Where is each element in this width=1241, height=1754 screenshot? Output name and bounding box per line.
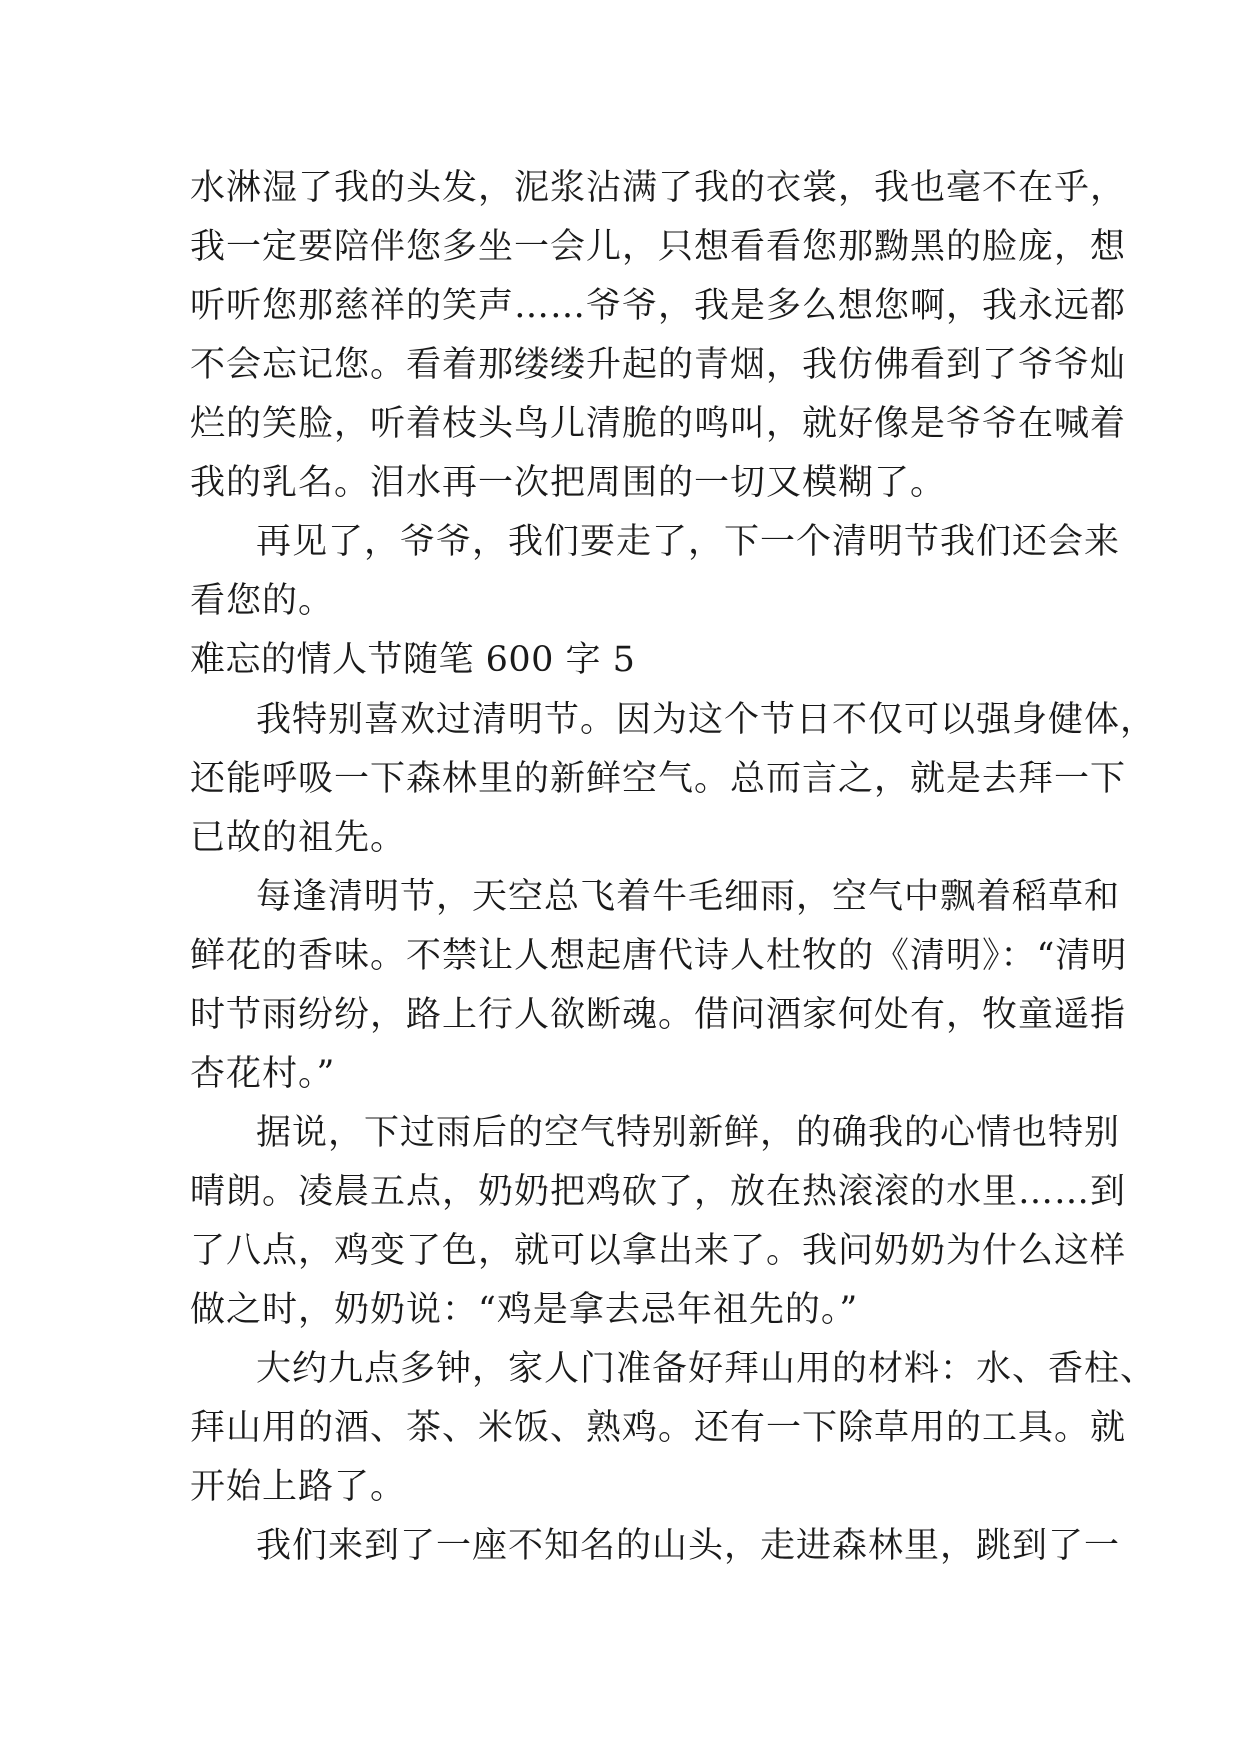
text-line: 不会忘记您。看着那缕缕升起的青烟，我仿佛看到了爷爷灿: [190, 345, 1127, 385]
text-line: 据说，下过雨后的空气特别新鲜，的确我的心情也特别: [256, 1113, 1121, 1153]
text-line: 还能呼吸一下森林里的新鲜空气。总而言之，就是去拜一下: [190, 759, 1127, 799]
text-line: 我一定要陪伴您多坐一会儿，只想看看您那黝黑的脸庞，想: [190, 227, 1127, 267]
text-line: 我们来到了一座不知名的山头，走进森林里，跳到了一: [256, 1526, 1121, 1566]
section-heading: 难忘的情人节随笔 600 字 5: [190, 640, 636, 680]
text-line: 我的乳名。泪水再一次把周围的一切又模糊了。: [190, 463, 947, 503]
text-line: 晴朗。凌晨五点，奶奶把鸡砍了，放在热滚滚的水里……到: [190, 1172, 1127, 1212]
text-line: 做之时，奶奶说：“鸡是拿去忌年祖先的。”: [190, 1290, 859, 1330]
text-line: 水淋湿了我的头发，泥浆沾满了我的衣裳，我也毫不在乎，: [190, 168, 1127, 208]
text-line: 每逢清明节，天空总飞着牛毛细雨，空气中飘着稻草和: [256, 877, 1121, 917]
text-line: 烂的笑脸，听着枝头鸟儿清脆的鸣叫，就好像是爷爷在喊着: [190, 404, 1127, 444]
text-line: 时节雨纷纷，路上行人欲断魂。借问酒家何处有，牧童遥指: [190, 995, 1127, 1035]
text-line: 了八点，鸡变了色，就可以拿出来了。我问奶奶为什么这样: [190, 1231, 1127, 1271]
text-line: 杏花村。”: [190, 1054, 336, 1094]
text-line: 已故的祖先。: [190, 818, 407, 858]
text-line: 鲜花的香味。不禁让人想起唐代诗人杜牧的《清明》：“清明: [190, 936, 1128, 976]
text-line: 听听您那慈祥的笑声……爷爷，我是多么想您啊，我永远都: [190, 286, 1127, 326]
text-line: 我特别喜欢过清明节。因为这个节日不仅可以强身健体，: [256, 700, 1157, 740]
text-line: 再见了，爷爷，我们要走了，下一个清明节我们还会来: [256, 522, 1121, 562]
text-line: 开始上路了。: [190, 1467, 407, 1507]
text-line: 大约九点多钟，家人门准备好拜山用的材料：水、香柱、: [256, 1349, 1157, 1389]
text-line: 拜山用的酒、茶、米饭、熟鸡。还有一下除草用的工具。就: [190, 1408, 1127, 1448]
text-line: 看您的。: [190, 581, 335, 621]
